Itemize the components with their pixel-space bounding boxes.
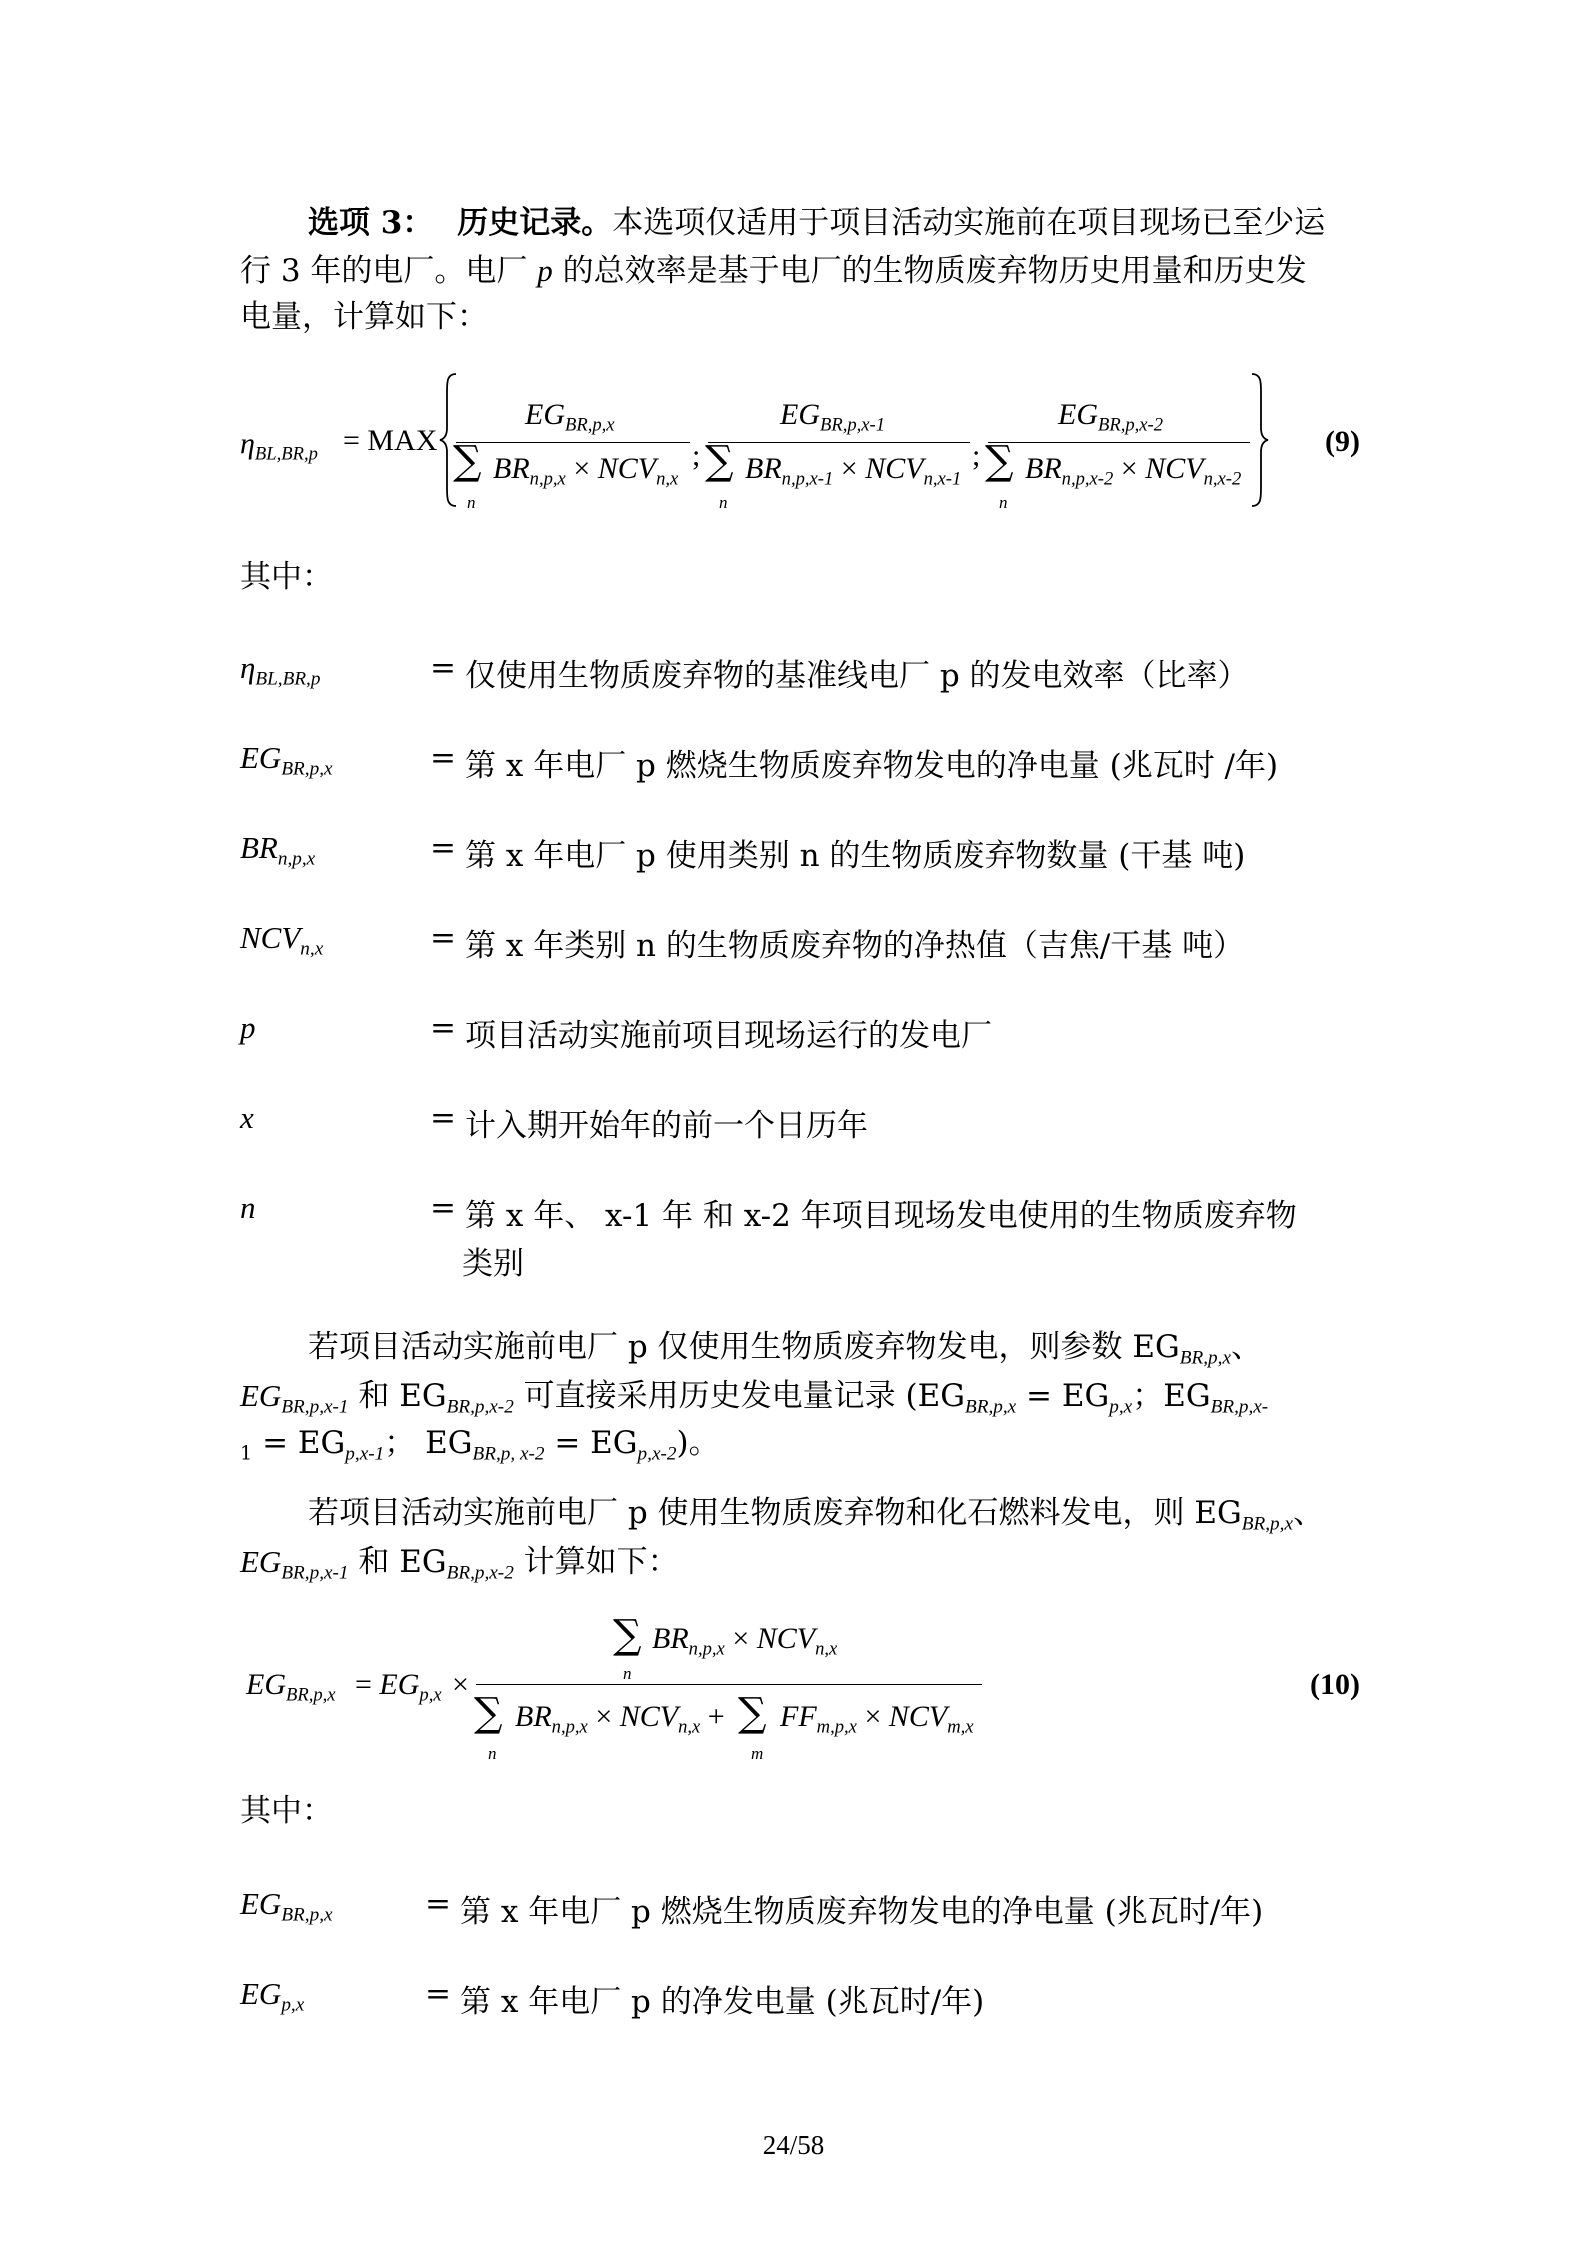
definition-row: $NCV_{n,x}$ = 第 x 年类别 n 的生物质废弃物的净热值（吉焦/干基 吨） (240, 920, 1245, 964)
page-number: 24/58 (762, 2130, 825, 2160)
eq9-num-3: $EG_{BR,p,x-2}$ (1058, 398, 1164, 436)
eq9-sum-1: ∑ (453, 438, 482, 484)
eq9-sum-2: ∑ (705, 438, 734, 484)
definition-row: p = 项目活动实施前项目现场运行的发电厂 (240, 1010, 992, 1054)
document-page: 选项 3： 历史记录。本选项仅适用于项目活动实施前在项目现场已至少运 行 3 年的电厂。电厂 p 的总效率是基于电厂的生物质废弃物历史用量和历史发 电量，计算如下： $\eta_{BL,BR,p}$ = MAX $EG_{BR,p,x}$ ∑ n $BR_{n,p,x} \times NCV_{n,x}$ ; $EG_{BR,p,x-1}$ ∑ n $BR_{n,p,x-1} \times NCV_{n,x-1}$ ; $EG_{BR,p,x-2}$ ∑ n $BR_{n,p,x-2} \times NCV_{n,x-2}$ (9) 其中： $\eta_{BL,BR,p}$ = 仅使用生物质废弃物的基准线电厂 p 的发电效率（比率） $EG_{BR,p,x}$ = 第 x 年电厂 p 燃烧生物质废弃物发电的净电量 (兆瓦时 /年) $BR_{n,p,x}$ = 第 x 年电厂 p 使用类别 n 的生物质废弃物数量 (干基 吨) $NCV_{n,x}$ = 第 x 年类别 n 的生物质废弃物的净热值（吉焦/干基 吨） p = 项目活动实施前项目现场运行的发电厂 x = 计入期开始年的前一个日历年 n = 第 x 年、 x-1 年 和 x-2 年项目现场发电使用的生物质废弃物 类别 若项目活动实施前电厂 p 仅使用生物质废弃物发电，则参数 $EG_{BR,p,x}$、 $EG_{BR,p,x-1}$ 和 $EG_{BR,p,x-2}$ 可直接采用历史发电量记录 ($EG_{BR,p,x} = EG_{p,x}$；$EG_{BR,p,x-}$ $_1 = EG_{p,x-1}$； $EG_{BR,p, x-2} = EG_{p,x-2}$)。 若项目活动实施前电厂 p 使用生物质废弃物和化石燃料发电，则 $EG_{BR,p,x}$、 $EG_{BR,p,x-1}$ 和 $EG_{BR,p,x-2}$ 计算如下： $EG_{BR,p,x}$ = $EG_{p,x}$ × ∑ n $BR_{n,p,x} \times NCV_{n,x}$ ∑ n $BR_{n,p,x} \times NCV_{n,x}$ + ∑ m $FF_{m,p,x} \times NCV_{m,x}$ (10) 其中： $EG_{BR,p,x}$ = 第 x 年电厂 p 燃烧生物质废弃物发电的净电量 (兆瓦时/年) $EG_{p,x}$ = 第 x 年电厂 p 的净发电量 (兆瓦时/年) 24/58 (0, 0, 1587, 2245)
where-label-1: 其中： (240, 559, 333, 595)
eq9-den-1: $BR_{n,p,x} \times NCV_{n,x}$ (493, 452, 679, 490)
eq9-sum-index-1: n (467, 493, 476, 512)
option-line3: 电量，计算如下： (240, 299, 488, 335)
option-line2: 行 3 年的电厂。电厂 p 的总效率是基于电厂的生物质废弃物历史用量和历史发 (240, 253, 1307, 289)
eq10-egpx: = $EG_{p,x}$ (355, 1668, 442, 1706)
eq9-fracbar-2 (708, 442, 970, 443)
definition-symbol: $EG_{p,x}$ (240, 1976, 305, 2016)
eq10-sum-den-n: ∑ (474, 1690, 503, 1736)
definition-row: x = 计入期开始年的前一个日历年 (240, 1100, 868, 1144)
definition-symbol: $EG_{BR,p,x}$ (240, 740, 333, 780)
eq10-den-index-m: m (751, 1744, 764, 1763)
option-title: 历史记录。 (457, 205, 613, 241)
option-line1: 本选项仅适用于项目活动实施前在项目现场已至少运 (612, 205, 1326, 241)
definition-symbol: n (240, 1190, 256, 1225)
eq9-num-2: $EG_{BR,p,x-1}$ (780, 398, 886, 436)
eq9-number: (9) (1325, 425, 1360, 458)
definition-row: $BR_{n,p,x}$ = 第 x 年电厂 p 使用类别 n 的生物质废弃物数量 (干基 吨) (240, 830, 1246, 874)
option-heading-line (308, 205, 1326, 241)
definition-row: $\eta_{BL,BR,p}$ = 仅使用生物质废弃物的基准线电厂 p 的发电效率（比率） (240, 650, 1249, 694)
eq9-sum-3: ∑ (985, 438, 1014, 484)
definition-text: 项目活动实施前项目现场运行的发电厂 (465, 1018, 992, 1054)
definition-row: $EG_{BR,p,x}$ = 第 x 年电厂 p 燃烧生物质废弃物发电的净电量 (兆瓦时/年) (240, 1886, 1264, 1930)
definition-row: $EG_{BR,p,x}$ = 第 x 年电厂 p 燃烧生物质废弃物发电的净电量 (兆瓦时 /年) (240, 740, 1279, 784)
eq9-right-brace (1248, 372, 1270, 508)
definition-symbol: $\eta_{BL,BR,p}$ (240, 650, 321, 690)
eq9-sep-1: ; (692, 439, 701, 472)
eq9-sum-index-2: n (719, 493, 728, 512)
eq10-numerator: $BR_{n,p,x} \times NCV_{n,x}$ (652, 1622, 838, 1660)
definition-text: 第 x 年类别 n 的生物质废弃物的净热值（吉焦/干基 吨） (465, 928, 1245, 964)
eq9-sum-index-3: n (999, 493, 1008, 512)
eq10-sum-den-m: ∑ (738, 1690, 767, 1736)
eq10-times: × (452, 1668, 469, 1701)
eq10-sum-num: ∑ (613, 1612, 642, 1658)
definition-symbol: $BR_{n,p,x}$ (240, 830, 316, 870)
eq9-den-2: $BR_{n,p,x-1} \times NCV_{n,x-1}$ (745, 452, 962, 490)
eq9-fracbar-1 (456, 442, 690, 443)
option-label: 选项 3： (308, 205, 434, 241)
where-label-2: 其中： (240, 1793, 333, 1829)
eq10-den-b: $FF_{m,p,x} \times NCV_{m,x}$ (780, 1700, 974, 1738)
eq9-num-1: $EG_{BR,p,x}$ (525, 398, 615, 436)
eq9-den-3: $BR_{n,p,x-2} \times NCV_{n,x-2}$ (1025, 452, 1242, 490)
eq10-den-index-n: n (488, 1744, 497, 1763)
definition-text: 第 x 年电厂 p 的净发电量 (兆瓦时/年) (460, 1984, 985, 2020)
definition-text: 第 x 年、 x-1 年 和 x-2 年项目现场发电使用的生物质废弃物 (465, 1198, 1297, 1234)
definition-symbol: x (240, 1100, 254, 1135)
eq10-den-a: $BR_{n,p,x} \times NCV_{n,x}$ + (515, 1700, 725, 1738)
definition-row: $EG_{p,x}$ = 第 x 年电厂 p 的净发电量 (兆瓦时/年) (240, 1976, 985, 2020)
eq9-sep-2: ; (972, 439, 981, 472)
eq10-number: (10) (1310, 1668, 1360, 1701)
eq9-max: = MAX (343, 424, 438, 457)
definition-text-continued: 类别 (462, 1246, 524, 1282)
eq9-lhs: $\eta_{BL,BR,p}$ (240, 427, 318, 465)
eq10-num-index: n (623, 1664, 632, 1683)
definition-text: 仅使用生物质废弃物的基准线电厂 p 的发电效率（比率） (465, 658, 1249, 694)
eq10-lhs: $EG_{BR,p,x}$ (246, 1668, 336, 1706)
definition-row: n = 第 x 年、 x-1 年 和 x-2 年项目现场发电使用的生物质废弃物 类别 (240, 1190, 1297, 1282)
definition-text: 第 x 年电厂 p 使用类别 n 的生物质废弃物数量 (干基 吨) (465, 838, 1246, 874)
definition-symbol: $EG_{BR,p,x}$ (240, 1886, 333, 1926)
definition-text: 第 x 年电厂 p 燃烧生物质废弃物发电的净电量 (兆瓦时/年) (460, 1894, 1264, 1930)
definition-symbol: $NCV_{n,x}$ (240, 920, 324, 960)
definition-text: 第 x 年电厂 p 燃烧生物质废弃物发电的净电量 (兆瓦时 /年) (465, 748, 1279, 784)
definition-symbol: p (240, 1010, 256, 1045)
eq9-fracbar-3 (988, 442, 1250, 443)
definition-text: 计入期开始年的前一个日历年 (465, 1108, 868, 1144)
eq10-fracbar (476, 1684, 982, 1685)
